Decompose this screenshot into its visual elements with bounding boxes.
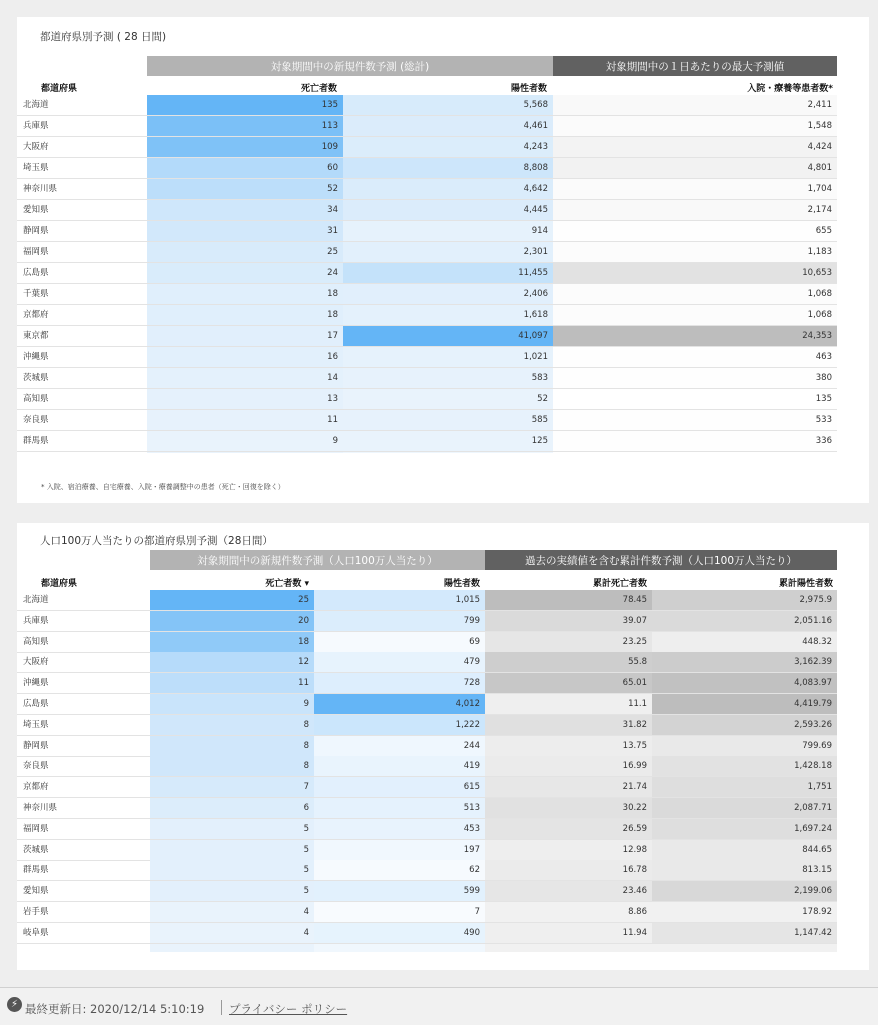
t2-positives-cell: 513 — [314, 798, 485, 818]
t1-positives-cell: 585 — [343, 410, 553, 430]
t2-cum-positives-cell: 799.69 — [652, 736, 837, 756]
t1-positives-cell: 1,618 — [343, 305, 553, 325]
t2-row — [17, 694, 837, 715]
t1-prefecture-cell: 愛知県 — [23, 205, 49, 215]
t2-prefecture-cell: 茨城県 — [23, 844, 49, 855]
t2-prefecture-cell: 沖縄県 — [23, 678, 49, 689]
t2-prefecture-cell: 埼玉県 — [23, 719, 49, 730]
t1-prefecture-cell: 東京都 — [23, 331, 49, 341]
table2-group-new-cases-header: 対象期間中の新規件数予測（人口100万人当たり） — [150, 550, 485, 570]
t2-deaths-cell: 8 — [150, 715, 314, 735]
t1-inpatients-cell: 24,353 — [553, 326, 837, 346]
t1-inpatients-cell: 1,068 — [553, 305, 837, 325]
table2-header-deaths-sorted[interactable]: 死亡者数 ▾ — [265, 579, 309, 589]
t2-row — [17, 860, 837, 881]
t2-positives-cell: 419 — [314, 756, 485, 776]
t2-deaths-cell: 5 — [150, 819, 314, 839]
t2-deaths-cell: 9 — [150, 694, 314, 714]
t1-prefecture-cell: 沖縄県 — [23, 352, 49, 362]
t2-deaths-cell: 18 — [150, 632, 314, 652]
t1-deaths-cell: 13 — [147, 389, 343, 409]
t2-prefecture-cell: 静岡県 — [23, 740, 49, 751]
t1-inpatients-cell: 4,424 — [553, 137, 837, 157]
t2-deaths-cell: 8 — [150, 756, 314, 776]
t2-row — [17, 632, 837, 653]
t1-deaths-cell: 25 — [147, 242, 343, 262]
t2-positives-cell: 1,222 — [314, 715, 485, 735]
prefecture-forecast-card — [17, 17, 869, 503]
t2-positives-cell: 615 — [314, 777, 485, 797]
t1-row — [17, 410, 837, 431]
t2-cum-positives-cell: 3,162.39 — [652, 652, 837, 672]
t1-deaths-cell: 31 — [147, 221, 343, 241]
t1-positives-cell: 2,406 — [343, 284, 553, 304]
t2-cum-positives-cell: 178.92 — [652, 902, 837, 922]
t1-row — [17, 431, 837, 452]
t1-prefecture-cell: 福岡県 — [23, 247, 49, 257]
t1-prefecture-cell: 神奈川県 — [23, 184, 58, 194]
table1-group-daily-max-header: 対象期間中の１日あたりの最大予測値 — [553, 56, 837, 76]
t1-deaths-cell: 14 — [147, 368, 343, 388]
t1-inpatients-cell: 2,174 — [553, 200, 837, 220]
t2-cum-deaths-cell: 11.94 — [485, 923, 652, 943]
t2-positives-cell: 479 — [314, 652, 485, 672]
t2-prefecture-cell: 広島県 — [23, 699, 49, 709]
t2-prefecture-cell: 愛知県 — [23, 886, 49, 897]
t2-cum-positives-cell: 1,147.42 — [652, 923, 837, 943]
t2-cum-deaths-cell: 11.1 — [485, 694, 652, 714]
t2-cum-deaths-cell: 12.98 — [485, 840, 652, 860]
footer-divider — [221, 1000, 222, 1015]
t2-prefecture-cell: 福岡県 — [23, 823, 49, 834]
t1-deaths-cell: 135 — [147, 95, 343, 115]
t2-prefecture-cell: 京都府 — [23, 782, 49, 793]
last-updated-text: 最終更新日: 2020/12/14 5:10:19 — [25, 1002, 205, 1016]
table1-header-deaths[interactable]: 死亡者数 — [300, 84, 337, 94]
t1-inpatients-cell: 380 — [553, 368, 837, 388]
t1-positives-cell: 1,021 — [343, 347, 553, 367]
t2-cum-deaths-cell: 16.99 — [485, 756, 652, 776]
table1-group-new-cases-header: 対象期間中の新規件数予測 (総計) — [147, 56, 553, 76]
t1-inpatients-cell: 135 — [553, 389, 837, 409]
t1-prefecture-cell: 奈良県 — [23, 415, 49, 425]
t2-prefecture-cell: 神奈川県 — [23, 803, 58, 813]
t2-row — [17, 756, 837, 777]
t2-cum-positives-cell: 1,697.24 — [652, 819, 837, 839]
t2-cum-deaths-cell: 26.59 — [485, 819, 652, 839]
t1-row — [17, 242, 837, 263]
t2-cum-positives-cell: 2,087.71 — [652, 798, 837, 818]
t2-row — [17, 902, 837, 923]
t1-deaths-cell: 24 — [147, 263, 343, 283]
t2-positives-cell: 728 — [314, 673, 485, 693]
t2-deaths-cell: 4 — [150, 923, 314, 943]
t1-row — [17, 137, 837, 158]
t2-cum-deaths-cell: 8.86 — [485, 902, 652, 922]
t2-cum-positives-cell: 1,751 — [652, 777, 837, 797]
t2-cum-positives-cell: 4,419.79 — [652, 694, 837, 714]
t1-positives-cell: 4,461 — [343, 116, 553, 136]
t2-prefecture-cell: 群馬県 — [23, 865, 49, 876]
t2-cum-positives-cell: 844.65 — [652, 840, 837, 860]
t1-prefecture-cell: 茨城県 — [23, 373, 49, 383]
table2-header-positives[interactable]: 陽性者数 — [443, 579, 480, 589]
t1-prefecture-cell: 大阪府 — [23, 142, 49, 152]
t2-prefecture-cell: 奈良県 — [23, 761, 49, 772]
table2-group-cumulative-header: 過去の実績値を含む累計件数予測（人口100万人当たり） — [485, 550, 837, 570]
t1-row — [17, 347, 837, 368]
t2-cum-positives-cell: 1,428.18 — [652, 756, 837, 776]
table1-header-inpatients[interactable]: 入院・療養等患者数* — [747, 84, 833, 94]
t1-positives-cell: 125 — [343, 431, 553, 451]
t2-prefecture-cell: 兵庫県 — [23, 615, 49, 626]
t1-row — [17, 200, 837, 221]
t2-row — [17, 736, 837, 757]
t1-inpatients-cell: 10,653 — [553, 263, 837, 283]
t1-inpatients-cell: 1,068 — [553, 284, 837, 304]
t1-positives-cell: 52 — [343, 389, 553, 409]
t2-prefecture-cell: 岐阜県 — [23, 927, 49, 938]
table1-title: 都道府県別予測 ( 28 日間) — [40, 31, 167, 43]
t2-row — [17, 923, 837, 944]
t1-row — [17, 284, 837, 305]
report-footer — [0, 987, 878, 1025]
table2-header-cum-positives[interactable]: 累計陽性者数 — [778, 579, 833, 589]
t1-row — [17, 305, 837, 326]
t1-positives-cell: 5,568 — [343, 95, 553, 115]
t1-positives-cell: 41,097 — [343, 326, 553, 346]
t2-cum-deaths-cell: 23.46 — [485, 881, 652, 901]
t1-row — [17, 116, 837, 137]
t1-prefecture-cell: 兵庫県 — [23, 121, 49, 131]
t2-deaths-cell: 5 — [150, 840, 314, 860]
t2-cum-positives-cell: 2,975.9 — [652, 590, 837, 610]
t2-row — [17, 652, 837, 673]
t1-prefecture-cell: 京都府 — [23, 310, 49, 320]
privacy-policy-link[interactable]: プライバシー ポリシー — [229, 1002, 348, 1016]
table1-header-positives[interactable]: 陽性者数 — [510, 84, 547, 94]
t2-deaths-cell: 20 — [150, 611, 314, 631]
t2-deaths-cell: 11 — [150, 673, 314, 693]
t1-positives-cell: 4,642 — [343, 179, 553, 199]
t2-deaths-cell: 6 — [150, 798, 314, 818]
t2-cum-deaths-cell: 65.01 — [485, 673, 652, 693]
t1-prefecture-cell: 高知県 — [23, 394, 49, 404]
t2-row — [17, 611, 837, 632]
per-million-forecast-card — [17, 523, 869, 970]
t1-positives-cell: 11,455 — [343, 263, 553, 283]
t1-deaths-cell: 16 — [147, 347, 343, 367]
t2-deaths-cell: 4 — [150, 902, 314, 922]
t1-row — [17, 179, 837, 200]
t2-positives-cell: 490 — [314, 923, 485, 943]
t1-row — [17, 221, 837, 242]
t2-positives-cell: 69 — [314, 632, 485, 652]
t2-positives-cell: 197 — [314, 840, 485, 860]
t2-cum-deaths-cell: 16.78 — [485, 860, 652, 880]
table1-footnote: * 入院、宿泊療養、自宅療養、入院・療養調整中の患者（死亡・回復を除く） — [41, 483, 285, 491]
t1-positives-cell: 8,808 — [343, 158, 553, 178]
t1-inpatients-cell: 1,704 — [553, 179, 837, 199]
t1-prefecture-cell: 北海道 — [23, 100, 49, 110]
t2-positives-cell: 1,015 — [314, 590, 485, 610]
t2-row — [17, 881, 837, 902]
t1-row — [17, 158, 837, 179]
t1-inpatients-cell: 4,801 — [553, 158, 837, 178]
t2-prefecture-cell: 北海道 — [23, 595, 49, 605]
t2-cum-deaths-cell: 39.07 — [485, 611, 652, 631]
table2-header-cum-deaths[interactable]: 累計死亡者数 — [592, 579, 647, 589]
t2-cum-deaths-cell: 21.74 — [485, 777, 652, 797]
t2-row — [17, 673, 837, 694]
t2-positives-cell: 599 — [314, 881, 485, 901]
table2-title: 人口100万人当たりの都道府県別予測（28日間） — [40, 535, 273, 547]
t1-deaths-cell: 11 — [147, 410, 343, 430]
t2-prefecture-cell: 高知県 — [23, 636, 49, 647]
t2-cum-deaths-cell: 55.8 — [485, 652, 652, 672]
t2-cum-positives-cell: 813.15 — [652, 860, 837, 880]
t2-cum-deaths-cell: 13.75 — [485, 736, 652, 756]
t2-prefecture-cell: 岩手県 — [23, 907, 49, 917]
t2-row — [17, 798, 837, 819]
t2-cum-positives-cell: 448.32 — [652, 632, 837, 652]
t1-prefecture-cell: 埼玉県 — [23, 163, 49, 173]
t2-cum-positives-cell: 2,593.26 — [652, 715, 837, 735]
t2-positives-cell: 799 — [314, 611, 485, 631]
t2-deaths-cell: 12 — [150, 652, 314, 672]
table2-header-prefecture[interactable]: 都道府県 — [41, 579, 78, 589]
t2-prefecture-cell: 大阪府 — [23, 657, 49, 668]
t2-cum-positives-cell: 4,083.97 — [652, 673, 837, 693]
t1-positives-cell: 2,301 — [343, 242, 553, 262]
t1-deaths-cell: 109 — [147, 137, 343, 157]
t2-positives-cell: 62 — [314, 860, 485, 880]
t2-positives-cell: 7 — [314, 902, 485, 922]
t2-deaths-cell: 5 — [150, 860, 314, 880]
t1-row — [17, 326, 837, 347]
t1-inpatients-cell: 2,411 — [553, 95, 837, 115]
t2-positives-cell: 4,012 — [314, 694, 485, 714]
t2-deaths-cell: 8 — [150, 736, 314, 756]
t1-prefecture-cell: 千葉県 — [23, 289, 49, 299]
t1-deaths-cell: 113 — [147, 116, 343, 136]
t2-cum-deaths-cell: 30.22 — [485, 798, 652, 818]
t2-cum-positives-cell: 2,051.16 — [652, 611, 837, 631]
t1-deaths-cell: 17 — [147, 326, 343, 346]
t1-inpatients-cell: 655 — [553, 221, 837, 241]
t1-row — [17, 263, 837, 284]
t2-cum-deaths-cell: 31.82 — [485, 715, 652, 735]
t2-cum-positives-cell: 2,199.06 — [652, 881, 837, 901]
t2-row — [17, 840, 837, 861]
bolt-icon: ⚡ — [7, 997, 22, 1012]
t1-row — [17, 95, 837, 116]
t1-positives-cell: 583 — [343, 368, 553, 388]
t2-row — [17, 715, 837, 736]
t1-deaths-cell: 9 — [147, 431, 343, 451]
t1-deaths-cell: 18 — [147, 305, 343, 325]
table1-header-prefecture[interactable]: 都道府県 — [41, 84, 78, 94]
t1-prefecture-cell: 静岡県 — [23, 226, 49, 236]
t2-row — [17, 777, 837, 798]
t2-deaths-cell: 7 — [150, 777, 314, 797]
t2-deaths-cell: 25 — [150, 590, 314, 610]
t1-deaths-cell: 34 — [147, 200, 343, 220]
t1-inpatients-cell: 1,548 — [553, 116, 837, 136]
t2-cum-deaths-cell: 78.45 — [485, 590, 652, 610]
t2-row — [17, 819, 837, 840]
t1-inpatients-cell: 336 — [553, 431, 837, 451]
t1-positives-cell: 4,243 — [343, 137, 553, 157]
t1-positives-cell: 4,445 — [343, 200, 553, 220]
t1-prefecture-cell: 広島県 — [23, 268, 49, 278]
t1-deaths-cell: 52 — [147, 179, 343, 199]
t1-deaths-cell: 60 — [147, 158, 343, 178]
t2-positives-cell: 453 — [314, 819, 485, 839]
t2-cum-deaths-cell: 23.25 — [485, 632, 652, 652]
t1-prefecture-cell: 群馬県 — [23, 436, 49, 446]
t2-row — [17, 590, 837, 611]
t1-inpatients-cell: 463 — [553, 347, 837, 367]
t1-inpatients-cell: 533 — [553, 410, 837, 430]
t1-positives-cell: 914 — [343, 221, 553, 241]
t1-inpatients-cell: 1,183 — [553, 242, 837, 262]
t2-positives-cell: 244 — [314, 736, 485, 756]
t1-deaths-cell: 18 — [147, 284, 343, 304]
t2-deaths-cell: 5 — [150, 881, 314, 901]
t1-row — [17, 389, 837, 410]
t1-row — [17, 368, 837, 389]
